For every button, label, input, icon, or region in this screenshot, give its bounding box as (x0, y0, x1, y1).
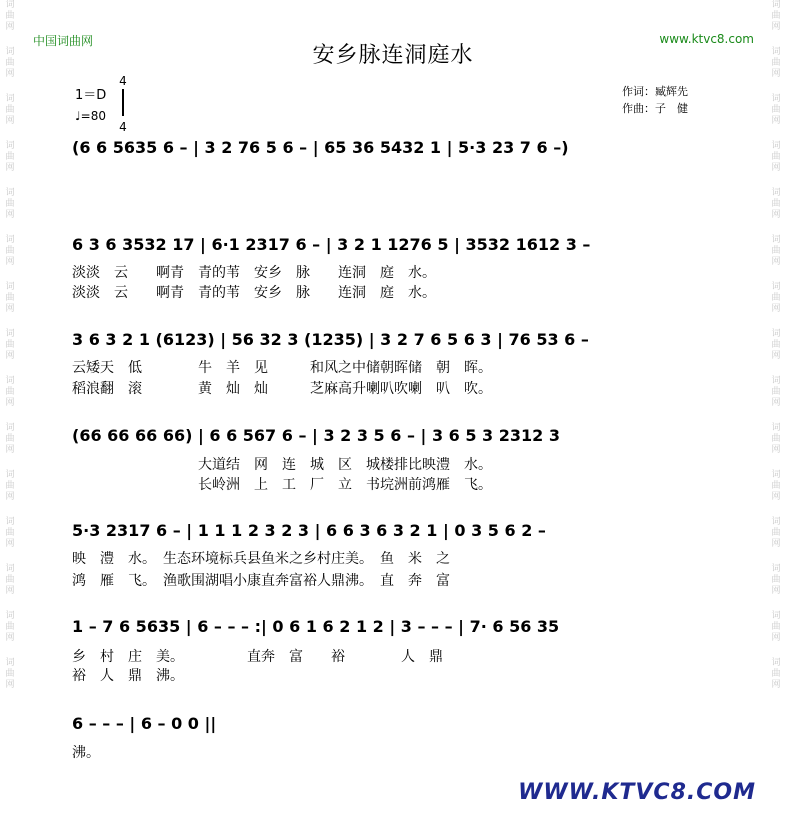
score-line-4: (66 66 66 66) | 6 6 567 6 – | 3 2 3 5 6 – | 3 6 5 3 2312 3 (72, 425, 560, 445)
side-mark-char: 曲 (5, 434, 15, 444)
side-mark-char: 词 (771, 188, 781, 198)
side-mark-char: 词 (5, 235, 15, 245)
score-line-7: 6 – – – | 6 – 0 0 || (72, 713, 217, 733)
side-mark-char: 网 (5, 22, 15, 32)
side-mark-char: 网 (5, 163, 15, 173)
lyric-line-5-verse-2: 鸿 雁 飞。 渔歌围湖唱小康直奔富裕人鼎沸。 直 奔 富 (72, 573, 450, 589)
side-mark-char: 网 (5, 210, 15, 220)
side-mark-char: 词 (771, 423, 781, 433)
side-mark-char: 曲 (5, 387, 15, 397)
side-mark-char: 曲 (5, 340, 15, 350)
lyric-line-2-verse-1: 淡淡 云 啊青 青的苇 安乡 脉 连洞 庭 水。 (72, 265, 436, 281)
side-mark-char: 网 (771, 116, 781, 126)
side-mark-char: 网 (5, 633, 15, 643)
side-mark-char: 网 (5, 69, 15, 79)
side-mark-char: 网 (771, 586, 781, 596)
side-mark-char: 曲 (5, 105, 15, 115)
side-mark-char: 曲 (771, 11, 781, 21)
side-mark-char: 曲 (5, 481, 15, 491)
side-mark-char: 词 (5, 0, 15, 10)
side-mark-char: 词 (5, 376, 15, 386)
side-mark-char: 词 (5, 658, 15, 668)
side-mark-char: 网 (771, 398, 781, 408)
side-mark-char: 网 (5, 398, 15, 408)
composer: 作曲：子 健 (622, 102, 688, 115)
side-mark-char: 曲 (771, 434, 781, 444)
side-mark-char: 词 (771, 611, 781, 621)
lyric-line-4-verse-1: 大道结 网 连 城 区 城楼排比映澧 水。 (72, 457, 492, 473)
side-mark-char: 词 (771, 94, 781, 104)
side-mark-char: 词 (771, 0, 781, 10)
side-mark-char: 词 (5, 141, 15, 151)
side-mark-char: 曲 (771, 152, 781, 162)
side-mark-char: 网 (5, 539, 15, 549)
side-mark-char: 曲 (771, 481, 781, 491)
ktvc8-logo-watermark: WWW.KTVC8.COM (518, 780, 756, 805)
score-line-5: 5·3 2317 6 – | 1 1 1 2 3 2 3 | 6 6 3 6 3 2 1 | 0 3 5 6 2 – (72, 520, 546, 540)
side-mark-char: 网 (771, 445, 781, 455)
lyric-line-4-verse-2: 长岭洲 上 工 厂 立 书垸洲前鸿雁 飞。 (72, 477, 492, 493)
lyric-line-3-verse-2: 稻浪翻 滚 黄 灿 灿 芝麻高升喇叭吹喇 叭 吹。 (72, 381, 492, 397)
site-url-right[interactable]: www.ktvc8.com (659, 32, 754, 46)
side-mark-char: 曲 (771, 387, 781, 397)
lyric-line-6-verse-1: 乡 村 庄 美。 直奔 富 裕 人 鼎 (72, 649, 443, 665)
side-mark-char: 词 (771, 564, 781, 574)
score-line-1: (6 6 5635 6 – | 3 2 76 5 6 – | 65 36 5432 1 | 5·3 23 7 6 –) (72, 137, 569, 157)
side-mark-char: 曲 (5, 11, 15, 21)
side-mark-char: 词 (771, 329, 781, 339)
tempo-marking: ♩=80 (75, 109, 106, 123)
side-mark-char: 曲 (771, 669, 781, 679)
side-mark-char: 曲 (5, 669, 15, 679)
side-mark-char: 曲 (771, 246, 781, 256)
side-mark-char: 词 (771, 235, 781, 245)
meter-bottom: 4 (119, 120, 127, 134)
side-mark-char: 网 (771, 304, 781, 314)
side-mark-char: 曲 (771, 575, 781, 585)
side-mark-char: 网 (771, 633, 781, 643)
side-mark-char: 词 (5, 470, 15, 480)
score-line-2: 6 3 6 3532 17 | 6·1 2317 6 – | 3 2 1 1276 5 | 3532 1612 3 – (72, 234, 591, 254)
side-mark-char: 网 (771, 539, 781, 549)
site-name-left[interactable]: 中国词曲网 (33, 34, 94, 48)
lyric-line-5-verse-1: 映 澧 水。 生态环境标兵县鱼米之乡村庄美。 鱼 米 之 (72, 551, 450, 567)
side-mark-char: 词 (771, 141, 781, 151)
side-mark-char: 曲 (5, 293, 15, 303)
side-watermark-right (766, 0, 786, 831)
score-line-6: 1 – 7 6 5635 | 6 – – – :| 0 6 1 6 2 1 2 | 3 – – – | 7· 6 56 35 (72, 616, 560, 636)
side-mark-char: 曲 (5, 528, 15, 538)
side-mark-char: 网 (5, 304, 15, 314)
side-mark-char: 曲 (771, 199, 781, 209)
side-mark-char: 网 (771, 492, 781, 502)
side-mark-char: 词 (5, 282, 15, 292)
side-mark-char: 曲 (5, 152, 15, 162)
side-mark-char: 词 (771, 517, 781, 527)
song-title: 安乡脉连洞庭水 (312, 43, 474, 68)
side-mark-char: 网 (5, 351, 15, 361)
side-mark-char: 词 (5, 423, 15, 433)
side-mark-char: 网 (771, 257, 781, 267)
side-mark-char: 网 (771, 351, 781, 361)
side-watermark-left (0, 0, 20, 831)
credits (622, 83, 688, 117)
side-mark-char: 词 (771, 658, 781, 668)
side-mark-char: 词 (771, 47, 781, 57)
key-signature: 1＝D (75, 88, 107, 103)
side-mark-char: 网 (771, 210, 781, 220)
meter-top: 4 (119, 74, 127, 88)
side-mark-char: 词 (5, 329, 15, 339)
side-mark-char: 曲 (5, 58, 15, 68)
side-mark-char: 词 (771, 470, 781, 480)
lyric-line-6-verse-2: 裕 人 鼎 沸。 (72, 668, 184, 684)
side-mark-char: 词 (771, 376, 781, 386)
side-mark-char: 词 (5, 188, 15, 198)
side-mark-char: 网 (771, 163, 781, 173)
side-mark-char: 曲 (5, 575, 15, 585)
side-mark-char: 网 (771, 69, 781, 79)
side-mark-char: 词 (5, 47, 15, 57)
lyric-line-2-verse-2: 淡淡 云 啊青 青的苇 安乡 脉 连洞 庭 水。 (72, 285, 436, 301)
lyric-line-3-verse-1: 云矮天 低 牛 羊 见 和风之中储朝晖储 朝 晖。 (72, 360, 492, 376)
side-mark-char: 网 (5, 492, 15, 502)
side-mark-char: 网 (5, 445, 15, 455)
lyric-line-7-verse-1: 沸。 (72, 745, 100, 761)
side-mark-char: 曲 (5, 199, 15, 209)
side-mark-char: 词 (5, 517, 15, 527)
side-mark-char: 曲 (771, 105, 781, 115)
side-mark-char: 曲 (771, 340, 781, 350)
side-mark-char: 曲 (5, 246, 15, 256)
side-mark-char: 词 (5, 611, 15, 621)
side-mark-char: 曲 (5, 622, 15, 632)
side-mark-char: 词 (5, 564, 15, 574)
lyricist: 作词：臧辉先 (622, 85, 688, 98)
side-mark-char: 词 (5, 94, 15, 104)
side-mark-char: 网 (5, 116, 15, 126)
side-mark-char: 网 (5, 586, 15, 596)
side-mark-char: 曲 (771, 528, 781, 538)
score-line-3: 3 6 3 2 1 (6123) | 56 32 3 (1235) | 3 2 7 6 5 6 3 | 76 53 6 – (72, 329, 589, 349)
side-mark-char: 网 (771, 680, 781, 690)
side-mark-char: 词 (771, 282, 781, 292)
side-mark-char: 曲 (771, 58, 781, 68)
side-mark-char: 网 (5, 257, 15, 267)
side-mark-char: 曲 (771, 293, 781, 303)
side-mark-char: 网 (5, 680, 15, 690)
side-mark-char: 网 (771, 22, 781, 32)
time-signature (116, 74, 130, 134)
side-mark-char: 曲 (771, 622, 781, 632)
